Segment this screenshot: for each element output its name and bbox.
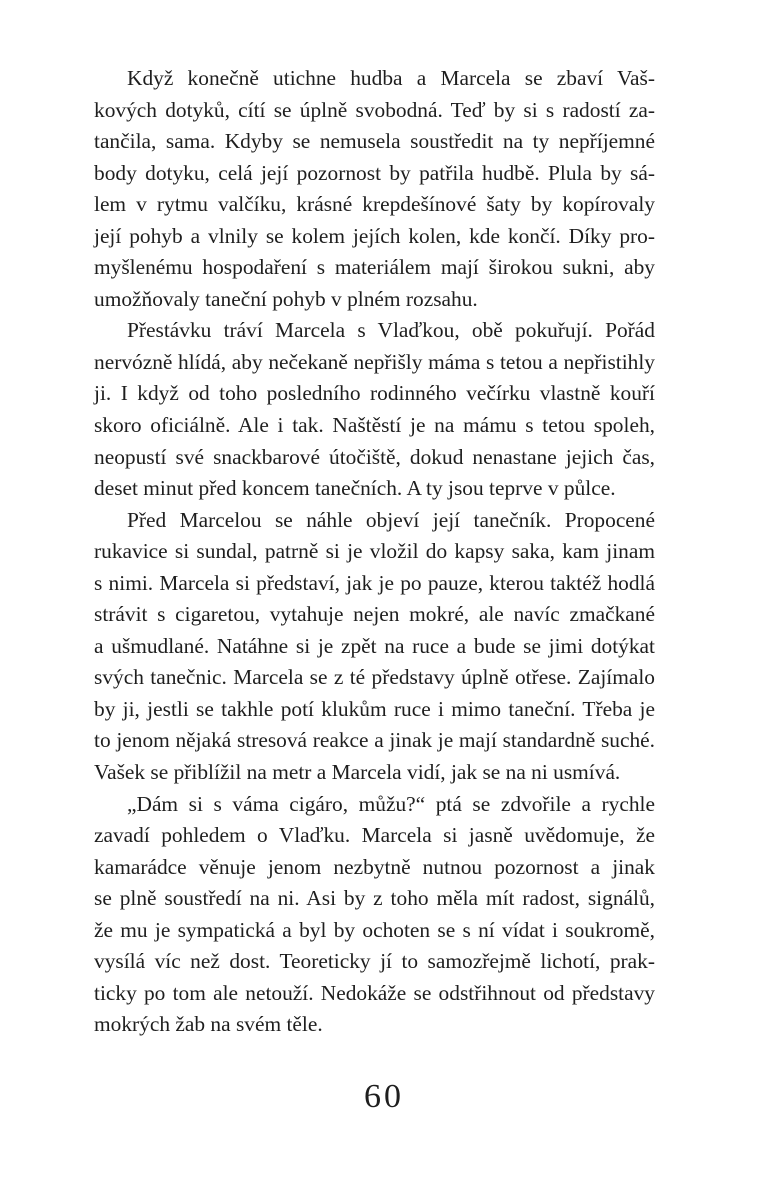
text-line: neopustí své snackbarové útočiště, dokud nenastane jejich čas, <box>94 444 655 469</box>
text-line: s nimi. Marcela si představí, jak je po pauze, kterou taktéž hodlá <box>94 570 655 595</box>
text-line: umožňovaly taneční pohyb v plném rozsahu. <box>94 286 478 311</box>
text-line: myšlenému hospodaření s materiálem mají širokou sukni, aby <box>94 255 655 280</box>
text-line: její pohyb a vlnily se kolem jejích kolen, kde končí. Díky pro- <box>94 223 655 248</box>
text-line: vysílá víc než dost. Teoreticky jí to samozřejmě lichotí, prak- <box>94 949 655 974</box>
text-line: Přestávku tráví Marcela s Vlaďkou, obě pokuřují. Pořád <box>127 318 655 343</box>
text-line: zavadí pohledem o Vlaďku. Marcela si jasně uvědomuje, že <box>94 823 655 848</box>
text-line: skoro oficiálně. Ale i tak. Naštěstí je na mámu s tetou spoleh, <box>94 413 655 438</box>
text-line: že mu je sympatická a byl by ochoten se s ní vídat i soukromě, <box>94 917 655 942</box>
text-line: lem v rytmu valčíku, krásné krepdešínové šaty by kopírovaly <box>94 192 655 217</box>
text-line: ji. I když od toho posledního rodinného večírku vlastně kouří <box>94 381 655 406</box>
page-number: 60 <box>364 1078 404 1115</box>
text-line: rukavice si sundal, patrně si je vložil do kapsy saka, kam jinam <box>94 539 655 564</box>
text-line: Vašek se přiblížil na metr a Marcela vidí, jak se na ni usmívá. <box>94 760 621 785</box>
paragraph-4 <box>94 789 655 1041</box>
text-line: „Dám si s váma cigáro, můžu?“ ptá se zdvořile a rychle <box>127 791 655 816</box>
text-line: ticky po tom ale netouží. Nedokáže se odstřihnout od představy <box>94 980 655 1005</box>
text-line: tančila, sama. Kdyby se nemusela soustředit na ty nepříjemné <box>94 129 655 154</box>
paragraph-1 <box>94 63 655 315</box>
text-line: a ušmudlané. Natáhne si je zpět na ruce a bude se jimi dotýkat <box>94 633 655 658</box>
text-line: Před Marcelou se náhle objeví její tanečník. Propocené <box>127 507 655 532</box>
text-line: kových dotyků, cítí se úplně svobodná. Teď by si s radostí za- <box>94 97 655 122</box>
text-line: svých tanečnic. Marcela se z té představy úplně otřese. Zajímalo <box>94 665 655 690</box>
text-line: nervózně hlídá, aby nečekaně nepřišly máma s tetou a nepřistihly <box>94 349 655 374</box>
paragraph-3 <box>94 505 655 789</box>
text-line: mokrých žab na svém těle. <box>94 1012 323 1037</box>
text-line: Když konečně utichne hudba a Marcela se zbaví Vaš- <box>127 66 655 90</box>
text-line: strávit s cigaretou, vytahuje nejen mokré, ale navíc zmačkané <box>94 602 655 627</box>
paragraph-2 <box>94 315 655 504</box>
text-line: body dotyku, celá její pozornost by patřila hudbě. Plula by sá- <box>94 160 655 185</box>
text-line: to jenom nějaká stresová reakce a jinak je mají standardně suché. <box>94 728 655 753</box>
text-line: deset minut před koncem tanečních. A ty jsou teprve v půlce. <box>94 476 616 501</box>
text-line: kamarádce věnuje jenom nezbytně nutnou pozornost a jinak <box>94 854 655 879</box>
text-line: by ji, jestli se takhle potí klukům ruce i mimo taneční. Třeba je <box>94 696 655 721</box>
body-text <box>94 63 655 1041</box>
text-line: se plně soustředí na ni. Asi by z toho měla mít radost, signálů, <box>94 886 655 911</box>
